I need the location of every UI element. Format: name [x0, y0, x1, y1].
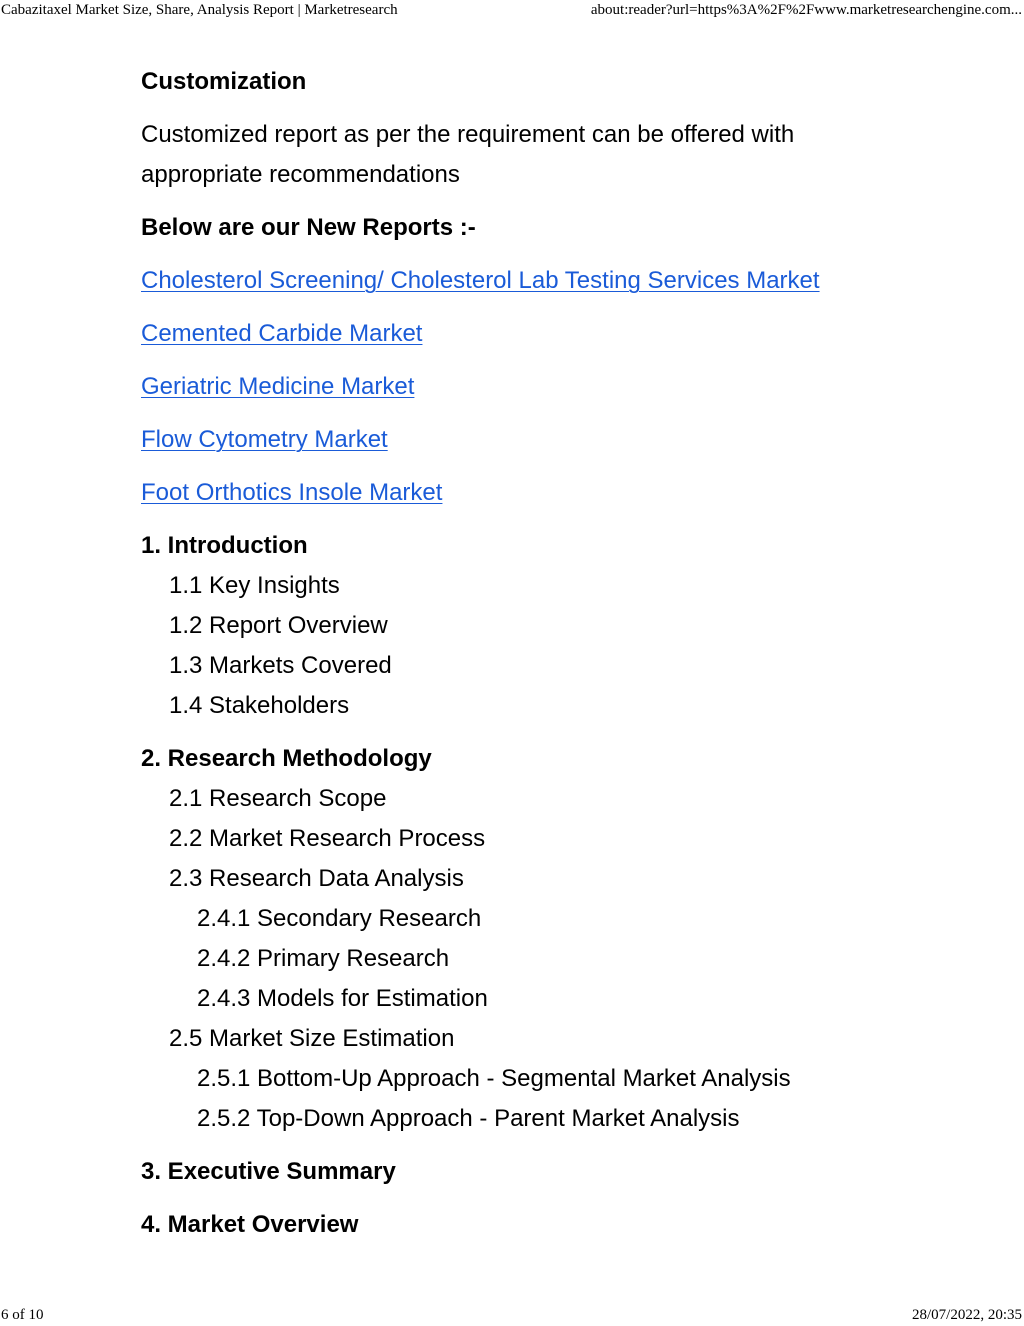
toc-heading: 3. Executive Summary: [141, 1158, 396, 1185]
toc-section-research-methodology: [141, 739, 901, 1139]
page-number: 6 of 10: [1, 1307, 44, 1323]
toc-item: 1.1 Key Insights: [169, 572, 340, 599]
toc-item: 2.5 Market Size Estimation: [169, 1025, 455, 1052]
customization-heading: Customization: [141, 68, 307, 95]
report-link-flow-cytometry[interactable]: Flow Cytometry Market: [141, 426, 388, 453]
print-datetime: 28/07/2022, 20:35: [911, 1307, 1022, 1323]
toc-subitem: 2.4.2 Primary Research: [197, 945, 450, 972]
toc-heading: 4. Market Overview: [141, 1211, 359, 1238]
report-link-cemented-carbide[interactable]: Cemented Carbide Market: [141, 320, 423, 347]
toc-section-introduction: [141, 526, 901, 726]
toc-section-market-overview: [141, 1205, 901, 1245]
toc-item: 1.4 Stakeholders: [169, 692, 350, 719]
article-content: [141, 62, 901, 1258]
toc-item: 1.2 Report Overview: [169, 612, 388, 639]
new-reports-heading: Below are our New Reports :-: [141, 214, 476, 241]
report-link-item: [141, 261, 901, 301]
toc-subitem: 2.5.1 Bottom-Up Approach - Segmental Market Analysis: [197, 1065, 791, 1092]
toc-subitem: 2.5.2 Top-Down Approach - Parent Market Analysis: [197, 1105, 740, 1132]
report-link-cholesterol-screening[interactable]: Cholesterol Screening/ Cholesterol Lab Testing Services Market: [141, 267, 820, 294]
toc-heading: 1. Introduction: [141, 532, 308, 559]
report-link-geriatric-medicine[interactable]: Geriatric Medicine Market: [141, 373, 415, 400]
report-link-item: [141, 314, 901, 354]
print-footer: [0, 1306, 1024, 1326]
toc-section-executive-summary: [141, 1152, 901, 1192]
toc-item: 2.1 Research Scope: [169, 785, 387, 812]
toc-heading: 2. Research Methodology: [141, 745, 432, 772]
report-link-item: [141, 367, 901, 407]
toc-item: 2.2 Market Research Process: [169, 825, 486, 852]
toc-subitem: 2.4.1 Secondary Research: [197, 905, 482, 932]
report-link-item: [141, 420, 901, 460]
toc-subitem: 2.4.3 Models for Estimation: [197, 985, 488, 1012]
report-link-foot-orthotics[interactable]: Foot Orthotics Insole Market: [141, 479, 443, 506]
page-title: Cabazitaxel Market Size, Share, Analysis Report | Marketresearch: [1, 2, 398, 18]
customization-text: Customized report as per the requirement can be offered with appropriate recommendations: [141, 121, 795, 188]
print-header: [0, 1, 1024, 21]
report-link-item: [141, 473, 901, 513]
page-url: about:reader?url=https%3A%2F%2Fwww.marketresearchengine.com...: [590, 2, 1022, 18]
toc-item: 1.3 Markets Covered: [169, 652, 392, 679]
toc-item: 2.3 Research Data Analysis: [169, 865, 464, 892]
